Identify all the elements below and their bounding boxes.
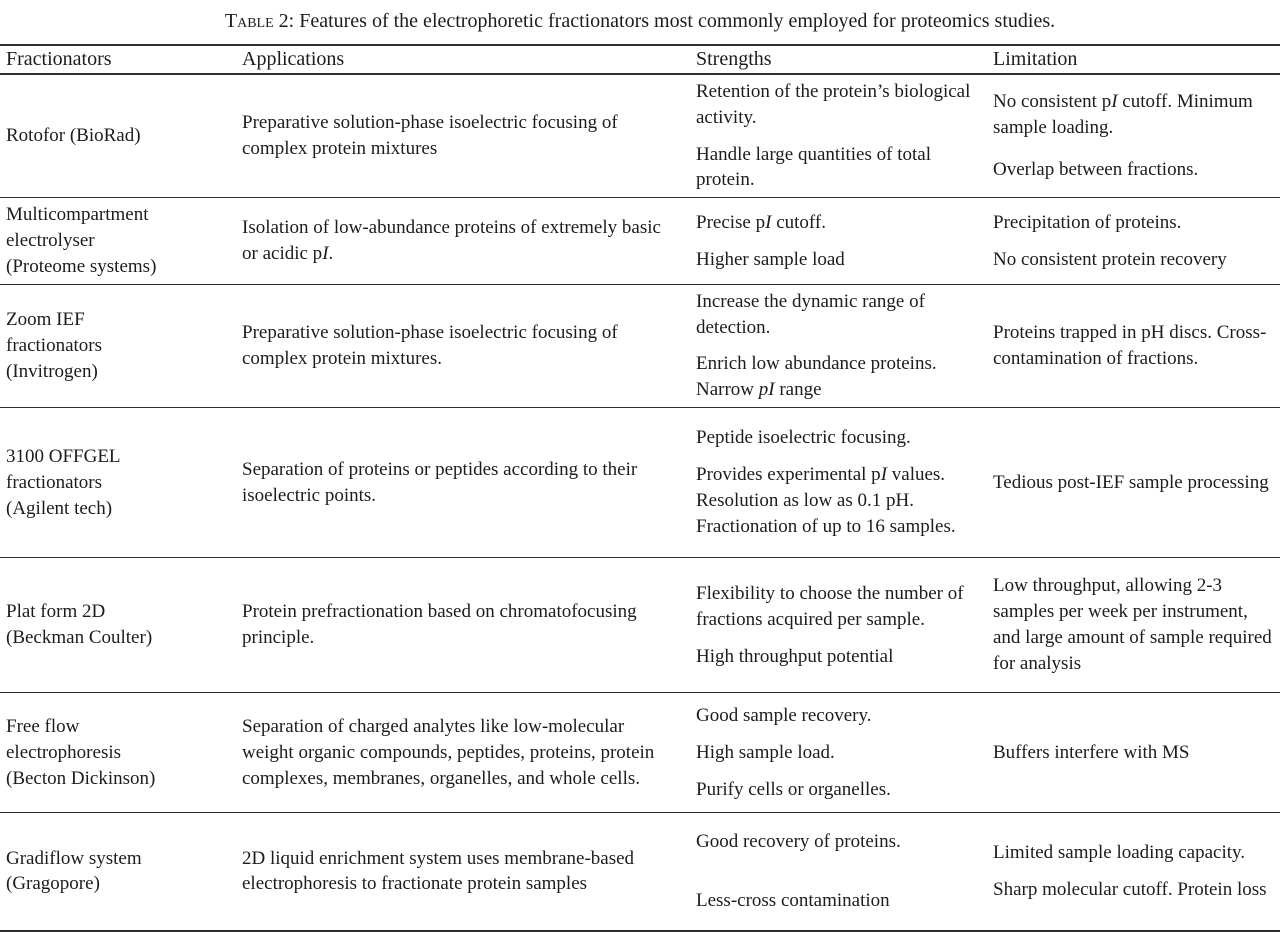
- table-row-3100-offgel-fractionators: [0, 408, 1280, 558]
- text-segment: range: [774, 379, 822, 401]
- cell-limitation: [985, 693, 1280, 813]
- cell-limitation: [985, 74, 1280, 198]
- text-segment: Flexibility to choose the number of fractions acquired per sample.: [696, 582, 964, 630]
- header-row: [0, 45, 1280, 74]
- text-segment: Preparative solution-phase isoelectric focusing of complex protein mixtures: [242, 112, 618, 160]
- text-segment: Good recovery of proteins.: [696, 830, 901, 852]
- cell-applications: [237, 693, 690, 813]
- fractionator-line: (Agilent tech): [6, 497, 113, 519]
- paragraph: [696, 79, 971, 131]
- cell-applications: [237, 74, 690, 198]
- text-segment: Overlap between fractions.: [993, 159, 1199, 181]
- cell-strengths: [690, 813, 985, 931]
- paragraph: [696, 888, 971, 914]
- paragraph: [242, 215, 674, 267]
- table-row-rotofor-biorad: [0, 74, 1280, 198]
- fractionators-table: [0, 44, 1280, 932]
- paragraph: [696, 581, 971, 633]
- table-row-zoom-ief-fractionators: [0, 284, 1280, 407]
- text-segment: Handle large quantities of total protein.: [696, 143, 931, 191]
- text-segment: High sample load.: [696, 741, 835, 763]
- text-segment: Increase the dynamic range of detection.: [696, 290, 925, 338]
- cell-applications: [237, 408, 690, 558]
- paragraph: [696, 462, 971, 539]
- paragraph: [242, 599, 674, 651]
- text-segment: Tedious post-IEF sample processing: [993, 471, 1269, 493]
- paragraph: [696, 777, 971, 803]
- cell-fractionator: [0, 198, 237, 284]
- text-segment: No consistent p: [993, 91, 1112, 113]
- text-segment: Less-cross contamination: [696, 890, 890, 912]
- cell-strengths: [690, 74, 985, 198]
- paragraph: [696, 142, 971, 194]
- cell-fractionator: [0, 284, 237, 407]
- text-segment: Sharp molecular cutoff. Protein loss: [993, 878, 1267, 900]
- text-segment: Precipitation of proteins.: [993, 211, 1182, 233]
- text-segment: Higher sample load: [696, 248, 845, 270]
- text-segment: .: [328, 243, 334, 265]
- paragraph: [993, 470, 1277, 496]
- text-segment: Good sample recovery.: [696, 704, 872, 726]
- text-segment: Protein prefractionation based on chromatofocusing principle.: [242, 601, 637, 649]
- paragraph: [993, 210, 1277, 236]
- fractionator-line: (Beckman Coulter): [6, 627, 153, 649]
- text-segment: No consistent protein recovery: [993, 248, 1227, 270]
- fractionator-line: Gradiflow system: [6, 847, 142, 869]
- text-segment: Separation of charged analytes like low-molecular weight organic compounds, peptides, proteins, protein complexes, membranes, organelles, and whole cells.: [242, 715, 655, 789]
- text-segment: Buffers interfere with MS: [993, 741, 1190, 763]
- text-segment: Precise p: [696, 211, 766, 233]
- text-segment: Peptide isoelectric focusing.: [696, 427, 911, 449]
- fractionator-line: electrophoresis: [6, 741, 122, 763]
- cell-fractionator: [0, 693, 237, 813]
- paragraph: [696, 247, 971, 273]
- header-limitation: Limitation: [985, 45, 1280, 74]
- table-row-gradiflow-system: [0, 813, 1280, 931]
- text-segment: cutoff.: [771, 211, 826, 233]
- cell-fractionator: [0, 408, 237, 558]
- table-body: [0, 74, 1280, 931]
- fractionator-line: electrolyser: [6, 230, 95, 252]
- paragraph: [242, 110, 674, 162]
- italic-text-segment: I: [1111, 91, 1118, 113]
- paragraph: [993, 89, 1277, 141]
- fractionator-line: 3100 OFFGEL: [6, 445, 121, 467]
- table-row-multicompartment-electrolyser: [0, 198, 1280, 284]
- fractionator-line: fractionators: [6, 335, 103, 357]
- table-row-free-flow-electrophoresis: [0, 693, 1280, 813]
- fractionator-line: Free flow: [6, 715, 80, 737]
- table-caption-label: Table 2: [224, 10, 289, 32]
- text-segment: Low throughput, allowing 2-3 samples per week per instrument, and large amount of sample required for analysis: [993, 575, 1272, 674]
- text-segment: Isolation of low-abundance proteins of extremely basic or acidic p: [242, 217, 661, 265]
- cell-strengths: [690, 558, 985, 693]
- paragraph: [696, 425, 971, 451]
- paragraph: [696, 829, 971, 855]
- paragraph: [696, 740, 971, 766]
- paragraph: [993, 740, 1277, 766]
- cell-applications: [237, 198, 690, 284]
- text-segment: Retention of the protein’s biological activity.: [696, 81, 971, 128]
- fractionator-line: (Invitrogen): [6, 360, 98, 382]
- text-segment: Limited sample loading capacity.: [993, 842, 1246, 864]
- text-segment: Provides experimental p: [696, 464, 881, 486]
- text-segment: High throughput potential: [696, 645, 894, 667]
- paragraph: [242, 846, 674, 898]
- cell-limitation: [985, 284, 1280, 407]
- fractionator-line: fractionators: [6, 471, 103, 493]
- italic-text-segment: pI: [758, 379, 775, 401]
- paragraph: [993, 320, 1277, 372]
- paragraph: [242, 457, 674, 509]
- fractionator-line: (Gragopore): [6, 873, 100, 895]
- text-segment: Purify cells or organelles.: [696, 778, 891, 800]
- italic-text-segment: I: [322, 243, 329, 265]
- fractionator-line: (Becton Dickinson): [6, 767, 156, 789]
- cell-limitation: [985, 813, 1280, 931]
- table-caption: [0, 0, 1280, 44]
- paragraph: [242, 320, 674, 372]
- fractionator-line: Rotofor (BioRad): [6, 125, 141, 147]
- text-segment: Separation of proteins or peptides according to their isoelectric points.: [242, 458, 638, 506]
- cell-applications: [237, 558, 690, 693]
- fractionator-line: Zoom IEF: [6, 309, 85, 331]
- cell-limitation: [985, 408, 1280, 558]
- paragraph: [696, 210, 971, 236]
- cell-strengths: [690, 693, 985, 813]
- text-segment: cutoff. Minimum sample loading.: [993, 91, 1253, 139]
- header-applications: Applications: [237, 45, 690, 74]
- paragraph: [993, 157, 1277, 183]
- italic-text-segment: I: [880, 464, 888, 486]
- text-segment: Preparative solution-phase isoelectric focusing of complex protein mixtures.: [242, 322, 618, 369]
- paragraph: [993, 840, 1277, 866]
- text-segment: Proteins trapped in pH discs. Cross-contamination of fractions.: [993, 322, 1267, 369]
- cell-fractionator: [0, 74, 237, 198]
- header-strengths: Strengths: [690, 45, 985, 74]
- paragraph: [696, 289, 971, 341]
- cell-applications: [237, 284, 690, 407]
- paragraph: [993, 877, 1277, 903]
- text-segment: 2D liquid enrichment system uses membrane-based electrophoresis to fractionate protein samples: [242, 847, 635, 895]
- paragraph: [242, 714, 674, 791]
- fractionator-line: (Proteome systems): [6, 255, 157, 277]
- header-fractionators: Fractionators: [0, 45, 237, 74]
- cell-limitation: [985, 558, 1280, 693]
- cell-strengths: [690, 408, 985, 558]
- fractionator-line: Plat form 2D: [6, 601, 106, 623]
- cell-strengths: [690, 284, 985, 407]
- text-segment: Enrich low abundance proteins. Narrow: [696, 353, 937, 401]
- cell-limitation: [985, 198, 1280, 284]
- text-segment: values. Resolution as low as 0.1 pH. Fractionation of up to 16 samples.: [696, 464, 956, 537]
- cell-fractionator: [0, 813, 237, 931]
- table-caption-text: : Features of the electrophoretic fractionators most commonly employed for proteomics studies.: [288, 10, 1056, 32]
- paragraph: [696, 644, 971, 670]
- table-row-platform-2d-beckman: [0, 558, 1280, 693]
- paragraph: [993, 573, 1277, 676]
- paragraph: [696, 351, 971, 403]
- paragraph: [696, 703, 971, 729]
- cell-strengths: [690, 198, 985, 284]
- cell-fractionator: [0, 558, 237, 693]
- paragraph: [993, 247, 1277, 273]
- fractionator-line: Multicompartment: [6, 204, 149, 226]
- italic-text-segment: I: [765, 211, 772, 233]
- cell-applications: [237, 813, 690, 931]
